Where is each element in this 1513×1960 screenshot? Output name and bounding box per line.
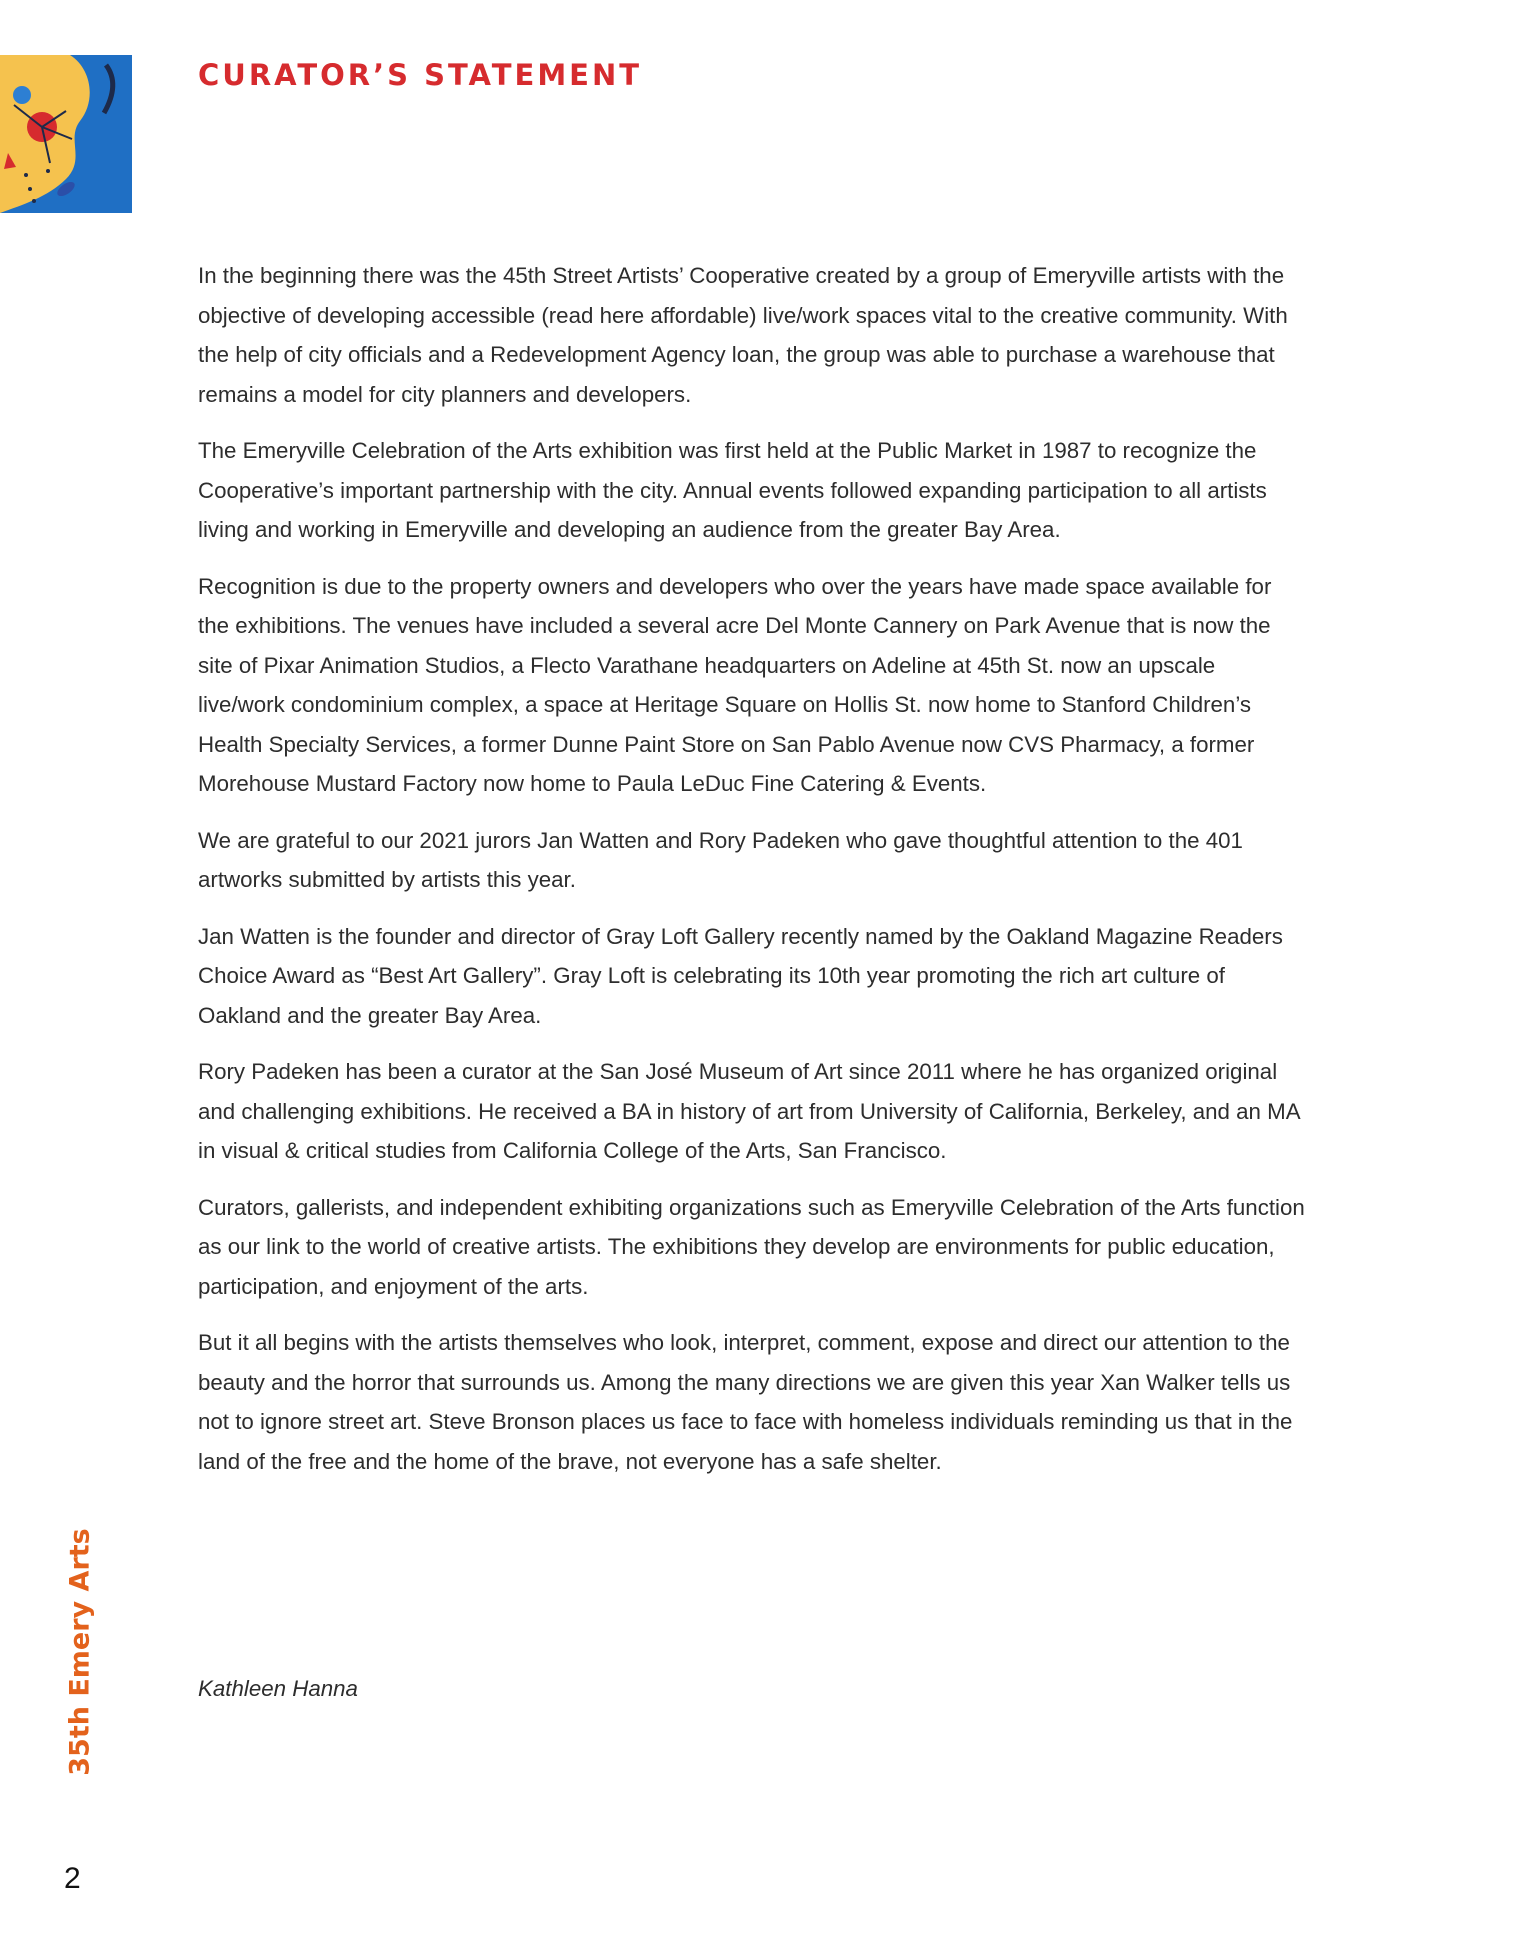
paragraph: We are grateful to our 2021 jurors Jan Watten and Rory Padeken who gave thoughtful attention to the 401 artworks submitted by artists this year. [198,827,1243,892]
paragraph: Rory Padeken has been a curator at the San José Museum of Art since 2011 where he has organized original and challenging exhibitions. He received a BA in history of art from University of California, Berkeley, and an MA in visual & critical studies from California College of the Arts, San Francisco. [198,1059,1300,1163]
page-number: 2 [64,1862,81,1895]
side-label: 35th Emery Arts [64,1528,96,1776]
paragraph: Curators, gallerists, and independent exhibiting organizations such as Emeryville Celebration of the Arts function as our link to the world of creative artists. The exhibitions they develop are environments for public education, participation, and enjoyment of the arts. [198,1194,1305,1299]
paragraph: Recognition is due to the property owners and developers who over the years have made space available for the exhibitions. The venues have included a several acre Del Monte Cannery on Park Avenue that is now the site of Pixar Animation Studios, a Flecto Varathane headquarters on Adeline at 45th St. now an upscale live/work condominium complex, a space at Heritage Square on Hollis St. now home to Stanford Children’s Health Specialty Services, a former Dunne Paint Store on San Pablo Avenue now CVS Pharmacy, a former Morehouse Mustard Factory now home to Paula LeDuc Fine Catering & Events. [198,573,1272,796]
logo-artwork [0,55,132,213]
paragraph: In the beginning there was the 45th Street Artists’ Cooperative created by a group of Emeryville artists with the objective of developing accessible (read here affordable) live/work spaces vital to the creative community. With the help of city officials and a Redevelopment Agency loan, the group was able to purchase a warehouse that remains a model for city planners and developers. [198,263,1288,407]
signature: Kathleen Hanna [198,1676,358,1701]
paragraph: But it all begins with the artists themselves who look, interpret, comment, expose and direct our attention to the beauty and the horror that surrounds us. Among the many directions we are given this year Xan Walker tells us not to ignore street art. Steve Bronson places us face to face with homeless individuals reminding us that in the land of the free and the home of the brave, not everyone has a safe shelter. [198,1330,1293,1474]
paragraph: Jan Watten is the founder and director of Gray Loft Gallery recently named by the Oakland Magazine Readers Choice Award as “Best Art Gallery”. Gray Loft is celebrating its 10th year promoting the rich art culture of Oakland and the greater Bay Area. [198,923,1283,1028]
statement-body [198,256,1308,1498]
paragraph: The Emeryville Celebration of the Arts exhibition was first held at the Public Market in 1987 to recognize the Cooperative’s important partnership with the city. Annual events followed expanding participation to all artists living and working in Emeryville and developing an audience from the greater Bay Area. [198,438,1267,542]
page-title: CURATOR’S STATEMENT [198,58,643,92]
